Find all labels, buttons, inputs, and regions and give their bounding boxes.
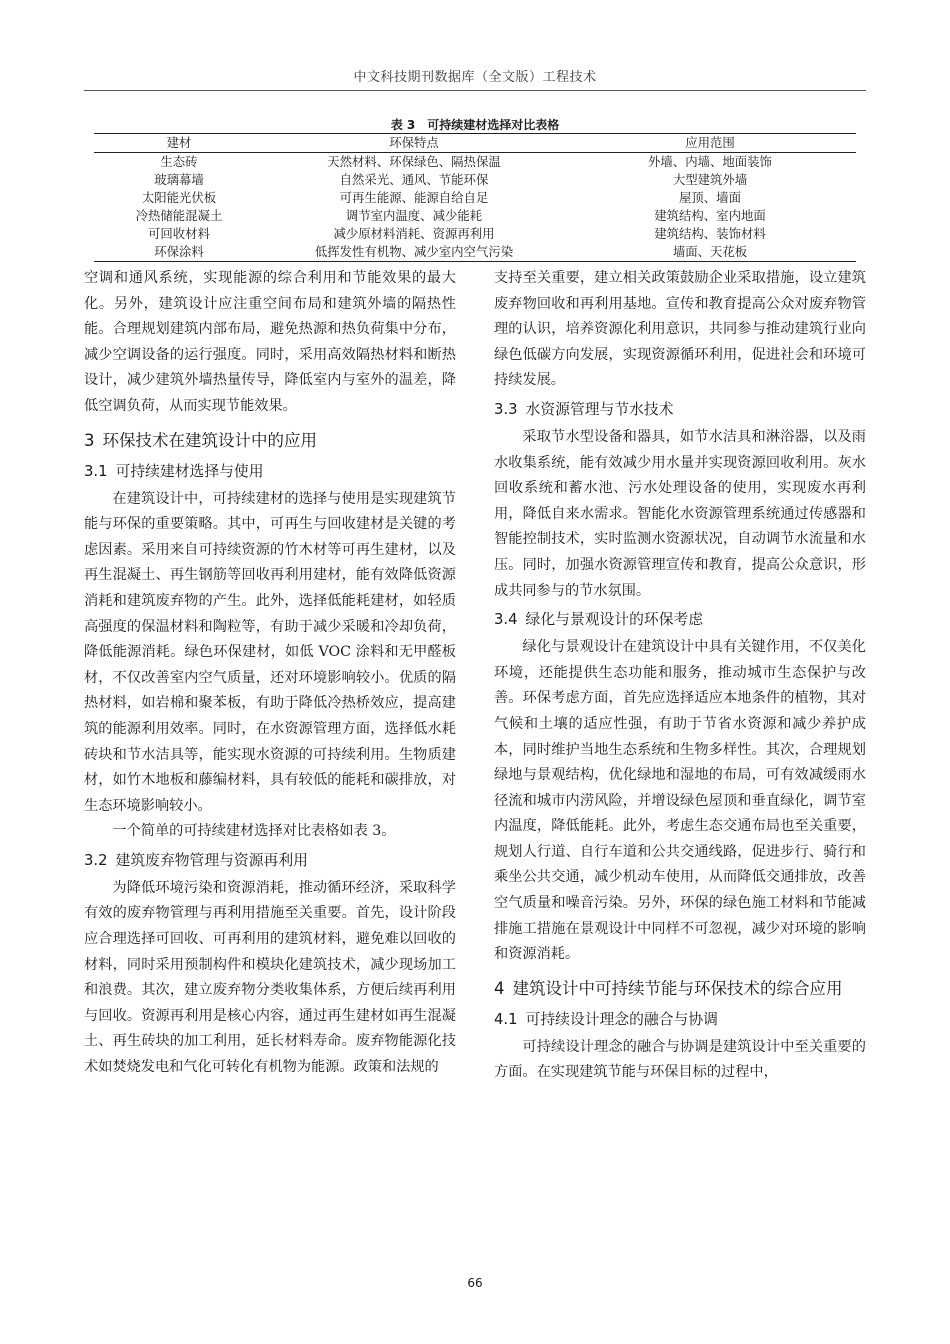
table-cell: 冷热储能混凝土 <box>135 208 223 223</box>
table-cell: 调节室内温度、减少能耗 <box>345 208 483 223</box>
section-number: 3 <box>84 430 95 450</box>
table-cell: 自然采光、通风、节能环保 <box>339 172 489 187</box>
table-cell: 可回收材料 <box>148 226 210 241</box>
running-header: 中文科技期刊数据库（全文版）工程技术 <box>353 70 597 85</box>
table-header-cell: 应用范围 <box>564 134 856 153</box>
section-number: 4.1 <box>494 1010 518 1028</box>
section-number: 3.3 <box>494 400 518 418</box>
table-cell: 墙面、天花板 <box>564 243 856 262</box>
table-cell: 低挥发性有机物、减少室内空气污染 <box>264 243 564 262</box>
table-cell: 可再生能源、能源自给自足 <box>339 190 489 205</box>
table-row <box>94 153 856 172</box>
paragraph: 为降低环境污染和资源消耗，推动循环经济，采取科学有效的废弃物管理与再利用措施至关重要。首先，设计阶段应合理选择可回收、可再利用的建筑材料，避免难以回收的材料，同时采用预制构件和模块化建筑技术，减少现场加工和浪费。其次，建立废弃物分类收集体系，方便后续再利用与回收。资源再利用是核心内容，通过再生建材如再生混凝土、再生砖块的加工利用，延长材料寿命。废弃物能源化技术如焚烧发电和气化可转化有机物为能源。政策和法规的 <box>84 879 456 1076</box>
section-title: 环保技术在建筑设计中的应用 <box>102 430 317 450</box>
section-number: 3.1 <box>84 462 108 480</box>
right-column <box>494 266 866 1086</box>
section-number: 3.4 <box>494 611 518 629</box>
table-cell: 建筑结构、室内地面 <box>654 208 766 223</box>
paragraph: 可持续设计理念的融合与协调是建筑设计中至关重要的方面。在实现建筑节能与环保目标的过程中， <box>494 1038 866 1081</box>
section-title: 水资源管理与节水技术 <box>525 400 674 418</box>
section-title: 绿化与景观设计的环保考虑 <box>525 611 704 629</box>
table-cell: 环保涂料 <box>94 243 264 262</box>
table-caption: 表 3 可持续建材选择对比表格 <box>390 118 560 132</box>
table-cell: 建筑结构、装饰材料 <box>654 226 766 241</box>
table-row <box>94 207 856 225</box>
table-cell: 大型建筑外墙 <box>672 172 748 187</box>
paragraph: 一个简单的可持续建材选择对比表格如表 3。 <box>112 823 396 840</box>
section-title: 可持续建材选择与使用 <box>115 462 264 480</box>
table-cell: 减少原材料消耗、资源再利用 <box>333 226 495 241</box>
subsection-heading <box>494 608 866 632</box>
paragraph: 采取节水型设备和器具，如节水洁具和淋浴器，以及雨水收集系统，能有效减少用水量并实现资源回收利用。灰水回收系统和蓄水池、污水处理设备的使用，实现废水再利用，降低自来水需求。智能化水资源管理系统通过传感器和智能控制技术，实时监测水资源状况，自动调节水流量和水压。同时，加强水资源管理宣传和教育，提高公众意识，形成共同参与的节水氛围。 <box>494 428 866 599</box>
table-header-cell: 建材 <box>94 134 264 153</box>
table-cell: 玻璃幕墙 <box>154 172 204 187</box>
table-cell: 天然材料、环保绿色、隔热保温 <box>327 154 501 169</box>
table-row <box>94 171 856 189</box>
section-title: 建筑废弃物管理与资源再利用 <box>115 851 308 869</box>
table-cell: 外墙、内墙、地面装饰 <box>648 154 772 169</box>
table-cell: 生态砖 <box>160 154 198 169</box>
page-number: 66 <box>467 1276 483 1290</box>
table-header-cell: 环保特点 <box>264 134 564 153</box>
section-heading <box>84 428 456 454</box>
left-column <box>84 266 456 1081</box>
comparison-table <box>94 133 856 262</box>
table-cell: 太阳能光伏板 <box>141 190 217 205</box>
subsection-heading <box>84 460 456 484</box>
table-row <box>94 243 856 262</box>
header-rule <box>84 90 866 91</box>
table-cell: 屋顶、墙面 <box>679 190 741 205</box>
subsection-heading <box>494 1008 866 1032</box>
section-title: 可持续设计理念的融合与协调 <box>525 1010 718 1028</box>
table-row <box>94 225 856 243</box>
subsection-heading <box>494 398 866 422</box>
paragraph: 空调和通风系统，实现能源的综合利用和节能效果的最大化。另外，建筑设计应注重空间布局和建筑外墙的隔热性能。合理规划建筑内部布局，避免热源和热负荷集中分布，减少空调设备的运行强度。同时，采用高效隔热材料和断热设计，减少建筑外墙热量传导，降低室内与室外的温差，降低空调负荷，从而实现节能效果。 <box>84 270 456 414</box>
section-heading <box>494 976 866 1002</box>
section-number: 3.2 <box>84 851 108 869</box>
paragraph: 绿化与景观设计在建筑设计中具有关键作用，不仅美化环境，还能提供生态功能和服务，推动城市生态保护与改善。环保考虑方面，首先应选择适应本地条件的植物，其对气候和土壤的适应性强，有助于节省水资源和减少养护成本，同时维护当地生态系统和生物多样性。其次，合理规划绿地与景观结构，优化绿地和湿地的布局，可有效减缓雨水径流和城市内涝风险，并增设绿色屋顶和垂直绿化，调节室内温度，降低能耗。此外，考虑生态交通布局也至关重要，规划人行道、自行车道和公共交通线路，促进步行、骑行和乘坐公共交通，减少机动车使用，从而降低交通排放，改善空气质量和噪音污染。另外，环保的绿色施工材料和节能减排施工措施在景观设计中同样不可忽视，减少对环境的影响和资源消耗。 <box>494 639 866 963</box>
section-title: 建筑设计中可持续节能与环保技术的综合应用 <box>512 978 843 998</box>
paragraph: 在建筑设计中，可持续建材的选择与使用是实现建筑节能与环保的重要策略。其中，可再生与回收建材是关键的考虑因素。采用来自可持续资源的竹木材等可再生建材，以及再生混凝土、再生钢筋等回收再利用建材，能有效降低资源消耗和建筑废弃物的产生。此外，选择低能耗建材，如轻质高强度的保温材料和陶粒等，有助于减少采暖和冷却负荷，降低能源消耗。绿色环保建材，如低 VOC 涂料和无甲醛板材，不仅改善室内空气质量，还对环境影响较小。优质的隔热材料，如岩棉和聚苯板，有助于降低冷热桥效应，提高建筑的能源利用效率。同时，在水资源管理方面，选择低水耗砖块和节水洁具等，能实现水资源的可持续利用。生物质建材，如竹木地板和藤编材料，具有较低的能耗和碳排放，对生态环境影响较小。 <box>84 490 456 814</box>
subsection-heading <box>84 849 456 873</box>
paragraph: 支持至关重要，建立相关政策鼓励企业采取措施，设立建筑废弃物回收和再利用基地。宣传和教育提高公众对废弃物管理的认识，培养资源化利用意识，共同参与推动建筑行业向绿色低碳方向发展，实现资源循环利用，促进社会和环境可持续发展。 <box>494 270 866 389</box>
table-row <box>94 189 856 207</box>
section-number: 4 <box>494 978 505 998</box>
table-header-row <box>94 134 856 153</box>
